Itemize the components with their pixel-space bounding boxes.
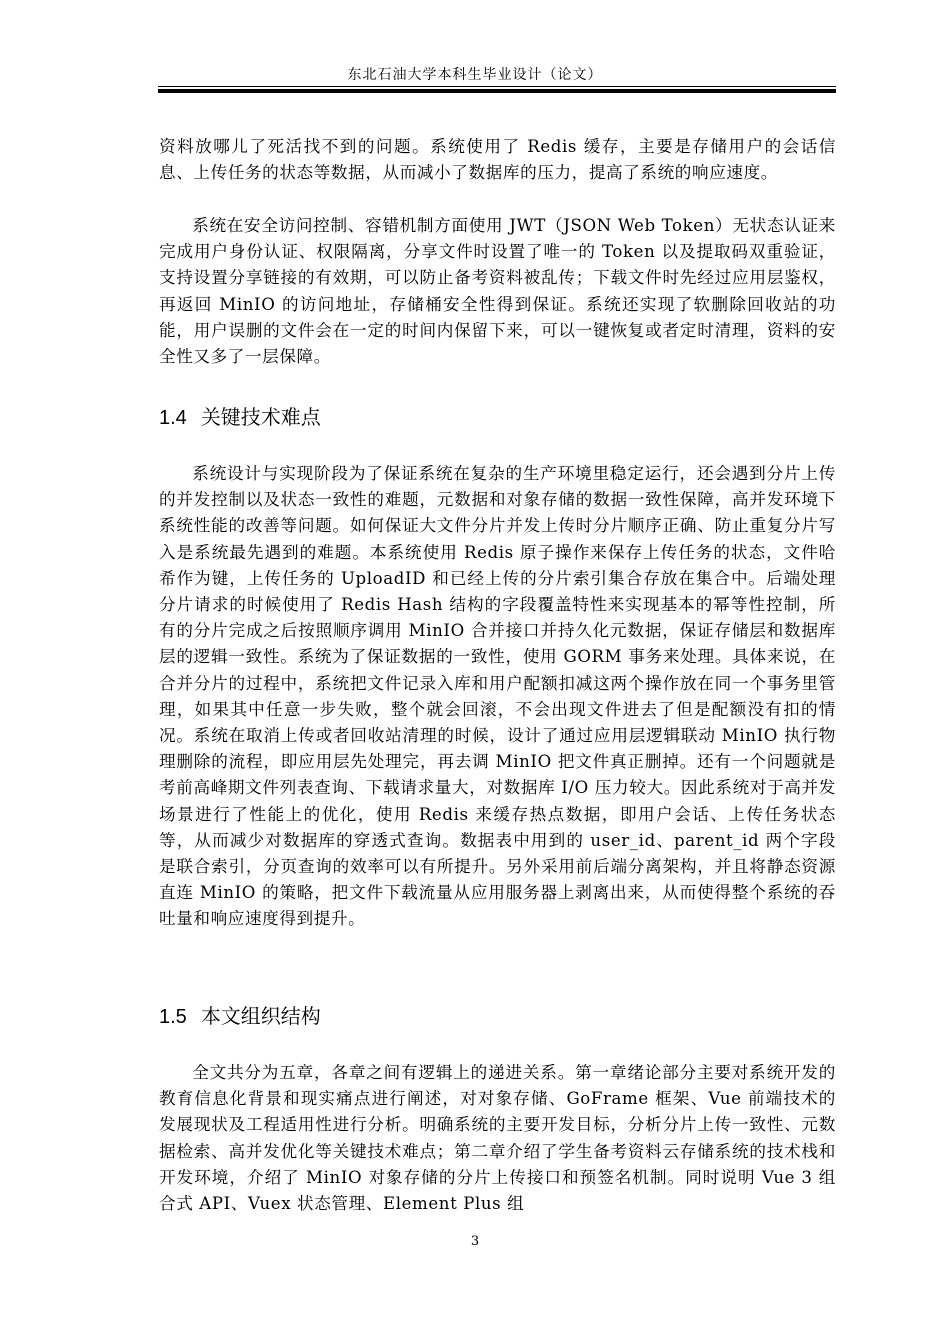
paragraph-organization: 全文共分为五章，各章之间有逻辑上的递进关系。第一章绪论部分主要对系统开发的教育信息化背景和现实痛点进行阐述，对对象存储、GoFrame 框架、Vue 前端技术的发展现状及工程适用性进行分析。明确系统的主要开发目标，分析分片上传一致性、元数据检索、高并发优化等关键技术难点；第二章介绍了学生备考资料云存储系统的技术栈和开发环境，介绍了 MinIO 对象存储的分片上传接口和预签名机制。同时说明 Vue 3 组合式 API、Vuex 状态管理、Element Plus 组: [159, 1063, 836, 1214]
section-number: 1.4: [159, 407, 187, 429]
section-number: 1.5: [159, 1006, 187, 1028]
running-header: 东北石油大学本科生毕业设计（论文）: [347, 67, 603, 83]
section-title: 本文组织结构: [200, 1006, 321, 1028]
page-number: 3: [470, 1234, 480, 1249]
section-heading-1-4: [159, 404, 836, 432]
header-rule-thick: [158, 89, 836, 93]
paragraph-security: 系统在安全访问控制、容错机制方面使用 JWT（JSON Web Token）无状态认证来完成用户身份认证、权限隔离，分享文件时设置了唯一的 Token 以及提取码双重验证，支持设置分享链接的有效期，可以防止备考资料被乱传；下载文件时先经过应用层鉴权，再返回 MinIO 的访问地址，存储桶安全性得到保证。系统还实现了软删除回收站的功能，用户误删的文件会在一定的时间内保留下来，可以一键恢复或者定时清理，资料的安全性又多了一层保障。: [159, 216, 836, 367]
header-rule-thin: [158, 86, 836, 87]
paragraph-continued: 资料放哪儿了死活找不到的问题。系统使用了 Redis 缓存，主要是存储用户的会话信息、上传任务的状态等数据，从而减小了数据库的压力，提高了系统的响应速度。: [159, 137, 836, 183]
paragraph-key-difficulties: 系统设计与实现阶段为了保证系统在复杂的生产环境里稳定运行，还会遇到分片上传的并发控制以及状态一致性的难题，元数据和对象存储的数据一致性保障，高并发环境下系统性能的改善等问题。如何保证大文件分片并发上传时分片顺序正确、防止重复分片写入是系统最先遇到的难题。本系统使用 Redis 原子操作来保存上传任务的状态，文件哈希作为键，上传任务的 UploadID 和已经上传的分片索引集合存放在集合中。后端处理分片请求的时候使用了 Redis Hash 结构的字段覆盖特性来实现基本的幂等性控制，所有的分片完成之后按照顺序调用 MinIO 合并接口并持久化元数据，保证存储层和数据库层的逻辑一致性。系统为了保证数据的一致性，使用 GORM 事务来处理。具体来说，在合并分片的过程中，系统把文件记录入库和用户配额扣减这两个操作放在同一个事务里管理，如果其中任意一步失败，整个就会回滚，不会出现文件进去了但是配额没有扣的情况。系统在取消上传或者回收站清理的时候，设计了通过应用层逻辑联动 MinIO 执行物理删除的流程，即应用层先处理完，再去调 MinIO 把文件真正删掉。还有一个问题就是考前高峰期文件列表查询、下载请求量大，对数据库 I/O 压力较大。因此系统对于高并发场景进行了性能上的优化，使用 Redis 来缓存热点数据，即用户会话、上传任务状态等，从而减少对数据库的穿透式查询。数据表中用到的 user_id、parent_id 两个字段是联合索引，分页查询的效率可以有所提升。另外采用前后端分离架构，并且将静态资源直连 MinIO 的策略，把文件下载流量从应用服务器上剥离出来，从而使得整个系统的吞吐量和响应速度得到提升。: [159, 464, 836, 929]
section-heading-1-5: [159, 1003, 836, 1031]
section-title: 关键技术难点: [200, 407, 321, 429]
